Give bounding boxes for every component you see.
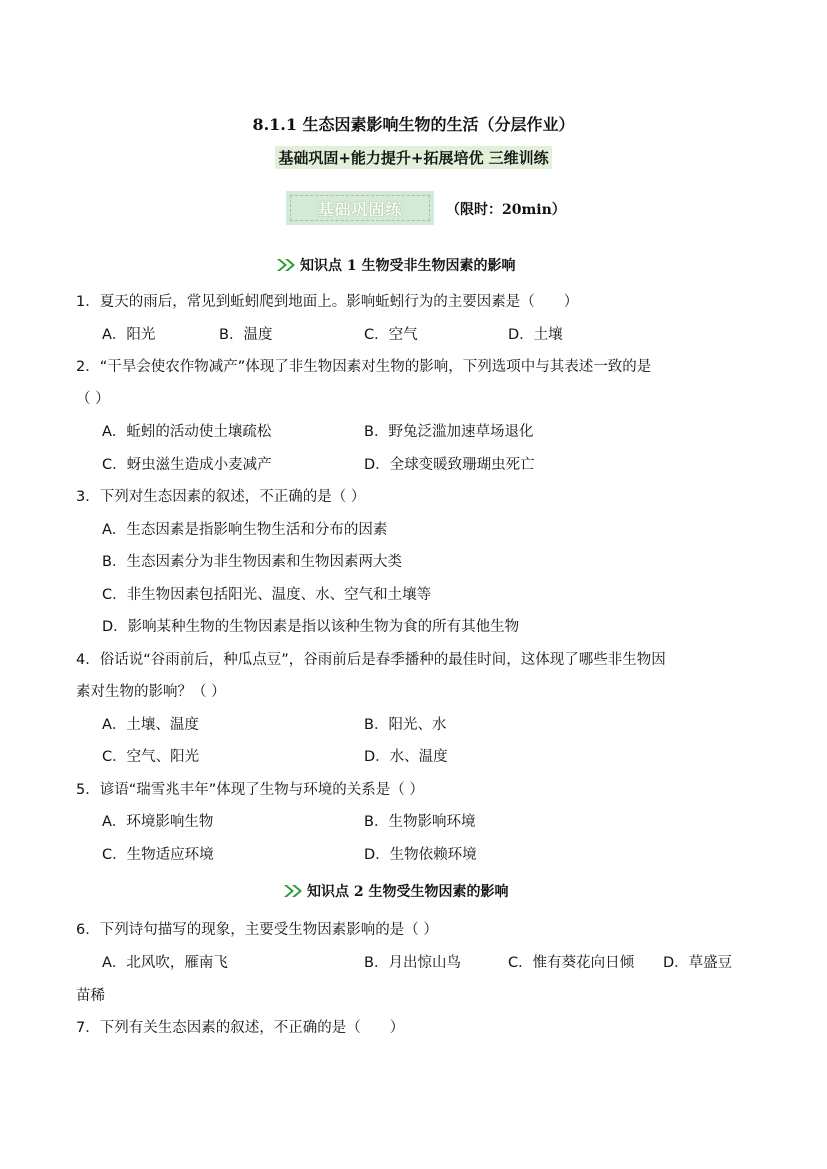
question-5-option-d: D．生物依赖环境 <box>364 847 477 863</box>
section-header-2 <box>283 881 509 901</box>
question-2-option-a: A．蚯蚓的活动使土壤疏松 <box>102 424 272 440</box>
question-3-option-b: B．生态因素分为非生物因素和生物因素两大类 <box>102 554 402 570</box>
question-1-stem: 1．夏天的雨后，常见到蚯蚓爬到地面上。影响蚯蚓行为的主要因素是（ ） <box>76 294 579 310</box>
question-2-option-c: C．蚜虫滋生造成小麦减产 <box>102 457 272 473</box>
section-label: 知识点 1 生物受非生物因素的影响 <box>300 258 516 274</box>
question-2-option-d: D．全球变暖致珊瑚虫死亡 <box>364 457 535 473</box>
question-2-option-b: B．野兔泛滥加速草场退化 <box>364 424 534 440</box>
question-4-option-d: D．水、温度 <box>364 749 448 765</box>
page-title: 8.1.1 生态因素影响生物的生活（分层作业） <box>252 115 575 134</box>
question-1-option-c: C．空气 <box>364 327 418 343</box>
question-1-option-d: D．土壤 <box>508 327 563 343</box>
question-5-option-a: A．环境影响生物 <box>102 814 214 830</box>
question-4-option-c: C．空气、阳光 <box>102 749 200 765</box>
question-3-option-a: A．生态因素是指影响生物生活和分布的因素 <box>102 522 388 538</box>
question-2-stem-cont: （ ） <box>76 391 110 407</box>
question-5-option-c: C．生物适应环境 <box>102 847 214 863</box>
question-4-stem-cont: 素对生物的影响？（ ） <box>76 684 226 700</box>
question-6-option-a: A．北风吹，雁南飞 <box>102 955 228 971</box>
section-header-1 <box>276 255 516 275</box>
basic-practice-badge <box>286 191 434 225</box>
double-chevron-icon <box>276 258 298 272</box>
question-4-stem: 4．俗话说“谷雨前后，种瓜点豆”，谷雨前后是春季播种的最佳时间，这体现了哪些非生物因 <box>76 652 666 668</box>
subtitle-row <box>0 146 827 169</box>
question-3-stem: 3．下列对生态因素的叙述，不正确的是（ ） <box>76 489 366 505</box>
question-6-option-d-cont: 苗稀 <box>76 988 105 1004</box>
question-6-option-b: B．月出惊山鸟 <box>364 955 461 971</box>
question-6-option-c: C．惟有葵花向日倾 <box>508 955 635 971</box>
question-5-stem: 5．谚语“瑞雪兆丰年”体现了生物与环境的关系是（ ） <box>76 782 424 798</box>
question-7-stem: 7．下列有关生态因素的叙述，不正确的是（ ） <box>76 1020 405 1036</box>
section-label: 知识点 2 生物受生物因素的影响 <box>307 884 509 900</box>
question-4-option-b: B．阳光、水 <box>364 717 447 733</box>
question-3-option-c: C．非生物因素包括阳光、温度、水、空气和土壤等 <box>102 587 432 603</box>
question-3-option-d: D．影响某种生物的生物因素是指以该种生物为食的所有其他生物 <box>102 619 520 635</box>
question-1-option-a: A．阳光 <box>102 327 156 343</box>
question-2-stem: 2．“干旱会使农作物减产”体现了非生物因素对生物的影响，下列选项中与其表述一致的是 <box>76 359 652 375</box>
question-6-stem: 6．下列诗句描写的现象，主要受生物因素影响的是（ ） <box>76 922 438 938</box>
question-1-option-b: B．温度 <box>219 327 273 343</box>
question-4-option-a: A．土壤、温度 <box>102 717 199 733</box>
badge-label: 基础巩固练 <box>290 195 430 221</box>
question-5-option-b: B．生物影响环境 <box>364 814 476 830</box>
double-chevron-icon <box>283 884 305 898</box>
question-6-option-d: D．草盛豆 <box>663 955 733 971</box>
subtitle: 基础巩固+能力提升+拓展培优 三维训练 <box>275 146 551 169</box>
time-limit: （限时：20min） <box>446 202 566 218</box>
